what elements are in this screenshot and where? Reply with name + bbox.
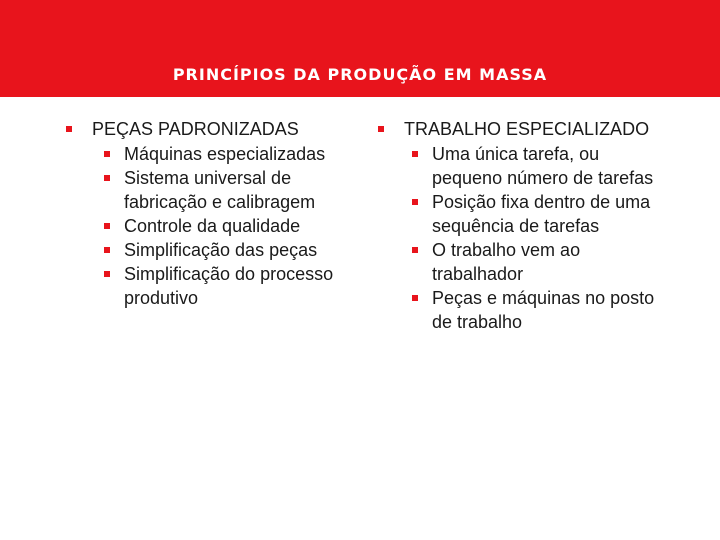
square-bullet-icon [412, 199, 418, 205]
list-item [374, 142, 674, 190]
list-item-text: Máquinas especializadas [124, 144, 326, 164]
square-bullet-icon [412, 247, 418, 253]
slide-title: PRINCÍPIOS DA PRODUÇÃO EM MASSA [172, 65, 548, 84]
list-item-text: Simplificação das peças [124, 240, 318, 260]
left-column [62, 116, 362, 310]
list-item [62, 166, 362, 214]
list-item [62, 262, 362, 310]
square-bullet-icon [104, 151, 110, 157]
square-bullet-icon [378, 126, 384, 132]
square-bullet-icon [104, 271, 110, 277]
list-item-text: O trabalho vem ao trabalhador [432, 240, 581, 284]
right-heading: TRABALHO ESPECIALIZADO [404, 119, 650, 139]
list-item [374, 190, 674, 238]
list-item-text: Simplificação do processo produtivo [124, 264, 334, 308]
square-bullet-icon [66, 126, 72, 132]
left-heading-item [62, 116, 362, 142]
right-heading-item [374, 116, 674, 142]
list-item-text: Uma única tarefa, ou pequeno número de tarefas [432, 144, 654, 188]
list-item-text: Peças e máquinas no posto de trabalho [432, 288, 655, 332]
square-bullet-icon [104, 175, 110, 181]
square-bullet-icon [412, 151, 418, 157]
list-item [62, 214, 362, 238]
square-bullet-icon [412, 295, 418, 301]
list-item [374, 286, 674, 334]
list-item-text: Posição fixa dentro de uma sequência de tarefas [432, 192, 651, 236]
list-item-text: Sistema universal de fabricação e calibragem [124, 168, 316, 212]
square-bullet-icon [104, 247, 110, 253]
square-bullet-icon [104, 223, 110, 229]
list-item [374, 238, 674, 286]
list-item [62, 238, 362, 262]
list-item [62, 142, 362, 166]
right-column [374, 116, 674, 334]
left-heading: PEÇAS PADRONIZADAS [92, 119, 299, 139]
list-item-text: Controle da qualidade [124, 216, 301, 236]
